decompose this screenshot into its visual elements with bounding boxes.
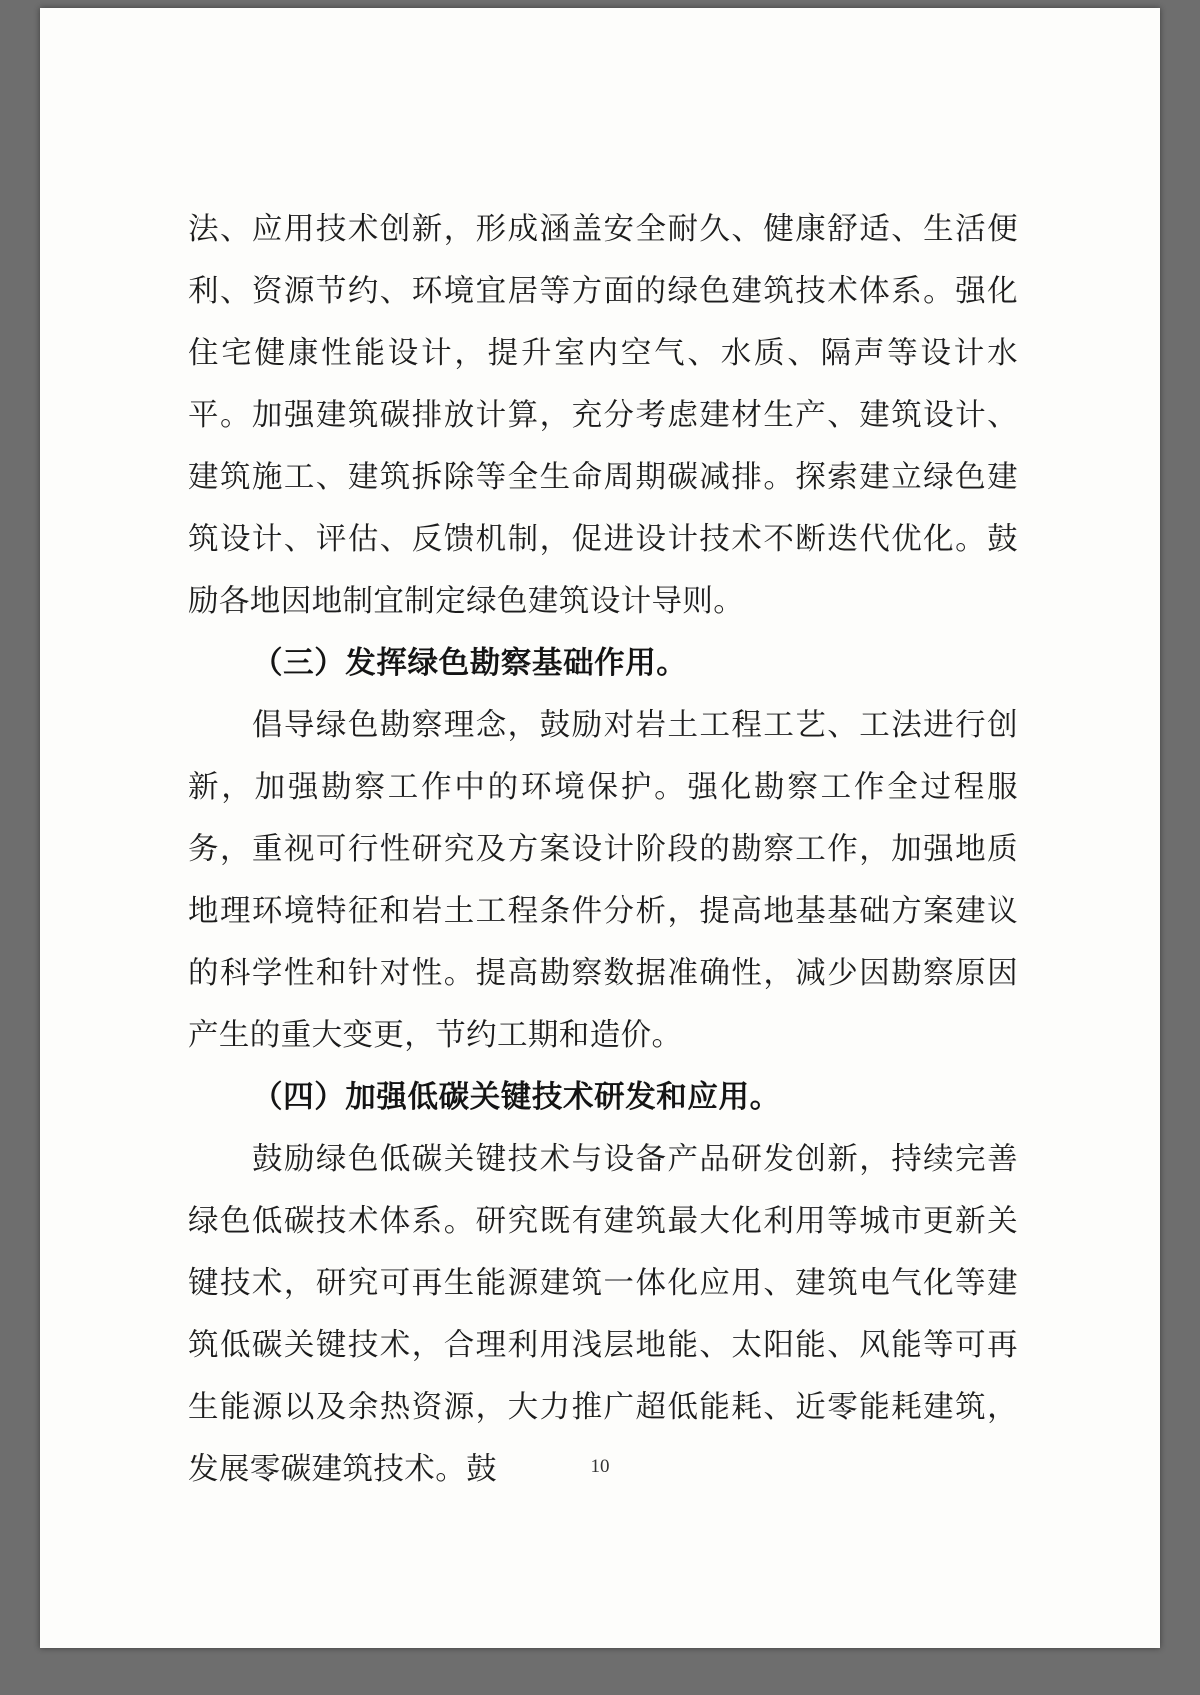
section-heading-three: （三）发挥绿色勘察基础作用。 [252,646,688,680]
document-page [40,8,1160,1648]
page-number: 10 [590,1456,610,1477]
section-heading-four: （四）加强低碳关键技术研发和应用。 [252,1080,781,1114]
paragraph-continued: 法、应用技术创新，形成涵盖安全耐久、健康舒适、生活便利、资源节约、环境宜居等方面的绿色建筑技术体系。强化住宅健康性能设计，提升室内空气、水质、隔声等设计水平。加强建筑碳排放计算，充分考虑建材生产、建筑设计、建筑施工、建筑拆除等全生命周期碳减排。探索建立绿色建筑设计、评估、反馈机制，促进设计技术不断迭代优化。鼓励各地因地制宜制定绿色建筑设计导则。 [188,212,1018,618]
page-body [188,198,1018,1500]
paragraph-green-survey: 倡导绿色勘察理念，鼓励对岩土工程工艺、工法进行创新，加强勘察工作中的环境保护。强化勘察工作全过程服务，重视可行性研究及方案设计阶段的勘察工作，加强地质地理环境特征和岩土工程条件分析，提高地基基础方案建议的科学性和针对性。提高勘察数据准确性，减少因勘察原因产生的重大变更，节约工期和造价。 [188,708,1018,1052]
paragraph-low-carbon-tech: 鼓励绿色低碳关键技术与设备产品研发创新，持续完善绿色低碳技术体系。研究既有建筑最大化利用等城市更新关键技术，研究可再生能源建筑一体化应用、建筑电气化等建筑低碳关键技术，合理利用浅层地能、太阳能、风能等可再生能源以及余热资源，大力推广超低能耗、近零能耗建筑，发展零碳建筑技术。鼓 [188,1142,1018,1486]
